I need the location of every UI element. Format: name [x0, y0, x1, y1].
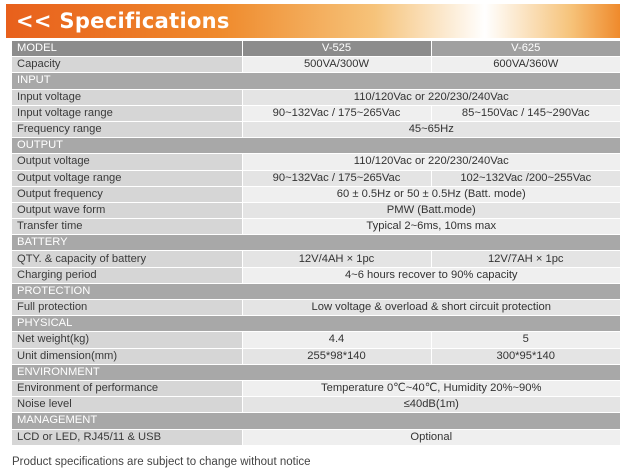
section-title: OUTPUT	[12, 138, 620, 154]
spec-label: Net weight(kg)	[12, 332, 242, 348]
spec-value: 110/120Vac or 220/230/240Vac	[242, 154, 620, 170]
table-row	[12, 397, 620, 413]
spec-value: 12V/4AH × 1pc	[242, 251, 431, 267]
spec-label: Input voltage	[12, 89, 242, 105]
section-header-row	[12, 364, 620, 380]
section-header-row	[12, 413, 620, 429]
table-row	[12, 57, 620, 73]
spec-value: 102~132Vac /200~255Vac	[431, 170, 620, 186]
spec-label: Environment of performance	[12, 380, 242, 396]
spec-value: 90~132Vac / 175~265Vac	[242, 105, 431, 121]
spec-value: 5	[431, 332, 620, 348]
spec-label: Output voltage	[12, 154, 242, 170]
spec-value: Low voltage & overload & short circuit protection	[242, 300, 620, 316]
spec-label: Charging period	[12, 267, 242, 283]
spec-value: ≤40dB(1m)	[242, 397, 620, 413]
spec-value: 45~65Hz	[242, 121, 620, 137]
spec-value: 60 ± 0.5Hz or 50 ± 0.5Hz (Batt. mode)	[242, 186, 620, 202]
section-title: PROTECTION	[12, 283, 620, 299]
section-title: ENVIRONMENT	[12, 364, 620, 380]
spec-value: 300*95*140	[431, 348, 620, 364]
spec-value: Temperature 0℃~40℃, Humidity 20%~90%	[242, 380, 620, 396]
table-row	[12, 89, 620, 105]
section-header-row	[12, 316, 620, 332]
spec-value: 255*98*140	[242, 348, 431, 364]
section-title: INPUT	[12, 73, 620, 89]
section-header-row	[12, 138, 620, 154]
page-title: << Specifications	[16, 9, 230, 33]
table-row	[12, 251, 620, 267]
table-header-row	[12, 41, 620, 57]
table-row	[12, 219, 620, 235]
table-row	[12, 348, 620, 364]
spec-label: Input voltage range	[12, 105, 242, 121]
spec-label: Capacity	[12, 57, 242, 73]
spec-label: Transfer time	[12, 219, 242, 235]
column-header-v525: V-525	[242, 41, 431, 57]
table-row	[12, 154, 620, 170]
spec-value: 110/120Vac or 220/230/240Vac	[242, 89, 620, 105]
table-row	[12, 202, 620, 218]
table-row	[12, 332, 620, 348]
table-row	[12, 105, 620, 121]
spec-value: 12V/7AH × 1pc	[431, 251, 620, 267]
spec-value: 4~6 hours recover to 90% capacity	[242, 267, 620, 283]
spec-value: 600VA/360W	[431, 57, 620, 73]
spec-value: PMW (Batt.mode)	[242, 202, 620, 218]
section-title: MANAGEMENT	[12, 413, 620, 429]
column-header-model: MODEL	[12, 41, 242, 57]
spec-value: Optional	[242, 429, 620, 445]
section-header-row	[12, 73, 620, 89]
spec-label: Noise level	[12, 397, 242, 413]
spec-value: 85~150Vac / 145~290Vac	[431, 105, 620, 121]
spec-label: Output voltage range	[12, 170, 242, 186]
spec-label: Unit dimension(mm)	[12, 348, 242, 364]
table-row	[12, 186, 620, 202]
column-header-v625: V-625	[431, 41, 620, 57]
spec-value: 4.4	[242, 332, 431, 348]
spec-value: Typical 2~6ms, 10ms max	[242, 219, 620, 235]
section-header-row	[12, 283, 620, 299]
specifications-table	[12, 41, 620, 446]
table-row	[12, 300, 620, 316]
spec-label: Output wave form	[12, 202, 242, 218]
table-row	[12, 380, 620, 396]
spec-value: 500VA/300W	[242, 57, 431, 73]
table-row	[12, 429, 620, 445]
title-banner	[6, 4, 620, 38]
spec-label: Output frequency	[12, 186, 242, 202]
table-row	[12, 121, 620, 137]
spec-value: 90~132Vac / 175~265Vac	[242, 170, 431, 186]
table-row	[12, 170, 620, 186]
footnote: Product specifications are subject to change without notice	[12, 456, 311, 468]
section-title: PHYSICAL	[12, 316, 620, 332]
spec-label: Frequency range	[12, 121, 242, 137]
spec-label: QTY. & capacity of battery	[12, 251, 242, 267]
section-title: BATTERY	[12, 235, 620, 251]
spec-label: LCD or LED, RJ45/11 & USB	[12, 429, 242, 445]
section-header-row	[12, 235, 620, 251]
table-row	[12, 267, 620, 283]
spec-label: Full protection	[12, 300, 242, 316]
